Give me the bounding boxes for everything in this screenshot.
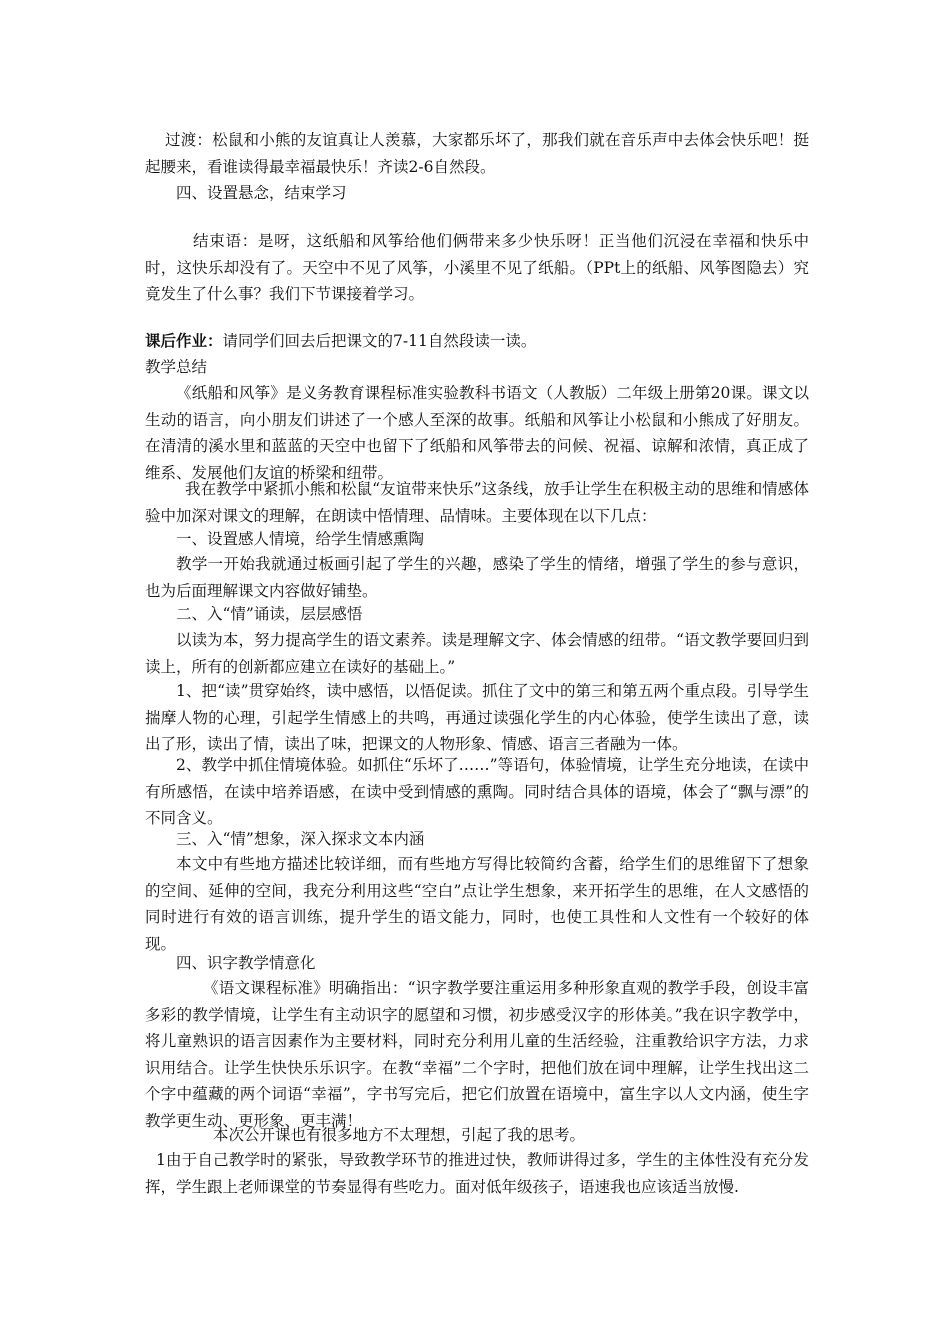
reflection-item-one: 1由于自己教学时的紧张，导致教学环节的推进过快，教师讲得过多，学生的主体性没有充分发挥，学生跟上老师课堂的节奏显得有些吃力。面对低年级孩子，语速我也应该适当放慢. (145, 1151, 809, 1196)
transition-paragraph: 过渡：松鼠和小熊的友谊真让人羡慕，大家都乐坏了，那我们就在音乐声中去体会快乐吧！挺起腰来，看谁读得最幸福最快乐！齐读2-6自然段。 (145, 131, 809, 176)
homework-paragraph (145, 328, 809, 355)
teaching-approach-paragraph: 我在教学中紧抓小熊和松鼠“友谊带来快乐”这条线，放手让学生在积极主动的思维和情感体验中加深对课文的理解，在朗读中悟情理、品情味。主要体现在以下几点： (145, 480, 809, 525)
point-four-paragraph: 《语文课程标准》明确指出：“识字教学要注重运用多种形象直观的教学手段，创设丰富多彩的教学情境，让学生有主动识字的愿望和习惯，初步感受汉字的形体美。”我在识字教学中，将儿童熟识的语言因素作为主要材料，同时充分利用儿童的生活经验，注重教给识字方法，力求识用结合。让学生快快乐乐识字。在教“幸福”二个字时，把他们放在词中理解，让学生找出这二个字中蕴藏的两个词语“幸福”，字书写完后，把它们放置在语境中，富生字以人文内涵，使生字教学更生动、更形象、更丰满！ (145, 979, 809, 1130)
point-three-heading: 三、入“情”想象，深入探求文本内涵 (176, 830, 425, 848)
point-two-item-one: 1、把“读”贯穿始终，读中感悟，以悟促读。抓住了文中的第三和第五两个重点段。引导学生揣摩人物的心理，引起学生情感上的共鸣，再通过读强化学生的内心体验，使学生读出了意，读出了形，读出了情，读出了味，把课文的人物形象、情感、语言三者融为一体。 (145, 682, 809, 753)
homework-label: 课后作业： (145, 331, 223, 350)
point-four-heading: 四、识字教学情意化 (176, 954, 316, 972)
homework-text: 请同学们回去后把课文的7-11自然段读一读。 (222, 332, 537, 350)
closing-remarks-paragraph: 结束语：是呀，这纸船和风筝给他们俩带来多少快乐呀！正当他们沉浸在幸福和快乐中时，这快乐却没有了。天空中不见了风筝，小溪里不见了纸船。（PPt上的纸船、风筝图隐去）究竟发生了什么事？我们下节课接着学习。 (145, 232, 809, 303)
summary-intro-paragraph: 《纸船和风筝》是义务教育课程标准实验教科书语文（人教版）二年级上册第20课。课文以生动的语言，向小朋友们讲述了一个感人至深的故事。纸船和风筝让小松鼠和小熊成了好朋友。在清清的溪水里和蓝蓝的天空中也留下了纸船和风筝带去的问候、祝福、谅解和浓情，真正成了维系、发展他们友谊的桥梁和纽带。 (145, 384, 809, 482)
point-two-paragraph: 以读为本，努力提高学生的语文素养。读是理解文字、体会情感的纽带。“语文教学要回归到读上，所有的创新都应建立在读好的基础上。” (145, 631, 809, 676)
reflection-intro-paragraph: 本次公开课也有很多地方不太理想，引起了我的思考。 (213, 1126, 586, 1144)
point-one-paragraph: 教学一开始我就通过板画引起了学生的兴趣，感染了学生的情绪，增强了学生的参与意识，也为后面理解课文内容做好铺垫。 (145, 555, 809, 600)
section-heading-suspense: 四、设置悬念，结束学习 (176, 184, 347, 202)
point-three-paragraph: 本文中有些地方描述比较详细，而有些地方写得比较简约含蓄，给学生们的思维留下了想象的空间、延伸的空间，我充分利用这些“空白”点让学生想象，来开拓学生的思维，在人文感悟的同时进行有效的语言训练，提升学生的语文能力，同时，也使工具性和人文性有一个较好的体现。 (145, 855, 809, 953)
point-one-heading: 一、设置感人情境，给学生情感熏陶 (176, 530, 425, 548)
teaching-summary-title: 教学总结 (145, 358, 208, 376)
point-two-item-two: 2、教学中抓住情境体验。如抓住“乐坏了……”等语句，体验情境，让学生充分地读，在读中有所感悟，在读中培养语感，在读中受到情感的熏陶。同时结合具体的语境，体会了“飘与漂”的不同含义。 (145, 756, 809, 827)
point-two-heading: 二、入“情”诵读，层层感悟 (176, 605, 363, 623)
